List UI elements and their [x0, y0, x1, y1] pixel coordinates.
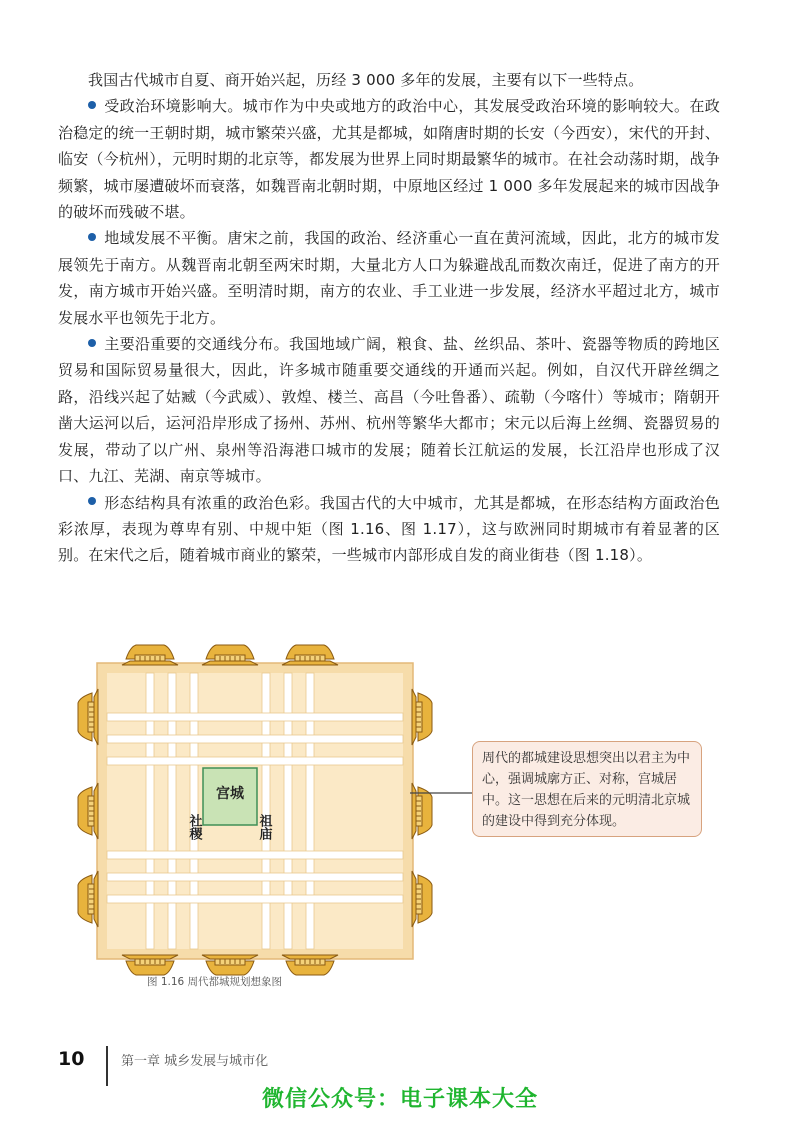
bullet-icon [88, 233, 96, 241]
figure-callout: 周代的都城建设思想突出以君主为中心，强调城廓方正、对称，宫城居中。这一思想在后来的元明清北京城的建设中得到充分体现。 [472, 741, 702, 837]
bullet-icon [88, 339, 96, 347]
chapter-title: 第一章 城乡发展与城市化 [121, 1054, 269, 1069]
paragraph-political: 受政治环境影响大。城市作为中央或地方的政治中心，其发展受政治环境的影响较大。在政治稳定的统一王朝时期，城市繁荣兴盛，尤其是都城，如隋唐时期的长安（今西安），宋代的开封、临安（今杭州），元明时期的北京等，都发展为世界上同时期最繁华的城市。在社会动荡时期，战争频繁，城市屡遭破坏而衰落，如魏晋南北朝时期，中原地区经过 1 000 多年发展起来的城市因战争的破坏而残破不堪。 [58, 97, 720, 222]
paragraph-structure: 形态结构具有浓重的政治色彩。我国古代的大中城市，尤其是都城，在形态结构方面政治色彩浓厚，表现为尊卑有别、中规中矩（图 1.16、图 1.17），这与欧洲同时期城市有着显著的区别。在宋代之后，随着城市商业的繁荣，一些城市内部形成自发的商业街巷（图 1.18）。 [58, 493, 720, 565]
page-number: 10 [58, 1048, 85, 1070]
footer-divider [106, 1046, 108, 1086]
bullet-icon [88, 101, 96, 109]
gate-eave [202, 661, 258, 665]
city-gate [282, 645, 338, 665]
city-gate [78, 783, 98, 839]
gate-eave [412, 783, 416, 839]
road-horizontal [107, 757, 403, 765]
city-gate [412, 871, 432, 927]
gate-eave [122, 955, 178, 959]
gate-eave [202, 955, 258, 959]
palace-label: 宫城 [216, 786, 244, 802]
altar-label: 社稷 [186, 814, 202, 840]
gate-eave [94, 783, 98, 839]
city-gate [202, 645, 258, 665]
city-gate [412, 783, 432, 839]
road-horizontal [107, 851, 403, 859]
road-horizontal [107, 713, 403, 721]
paragraph-regional: 地域发展不平衡。唐宋之前，我国的政治、经济重心一直在黄河流域，因此，北方的城市发展领先于南方。从魏晋南北朝至两宋时期，大量北方人口为躲避战乱而数次南迁，促进了南方的开发，南方城市开始兴盛。至明清时期，南方的农业、手工业进一步发展，经济水平超过北方，城市发展水平也领先于北方。 [58, 229, 720, 327]
road-horizontal [107, 873, 403, 881]
body-text [58, 67, 720, 569]
city-gate [412, 689, 432, 745]
road-horizontal [107, 735, 403, 743]
temple-label: 祖庙 [256, 814, 272, 840]
paragraph-intro: 我国古代城市自夏、商开始兴起，历经 3 000 多年的发展，主要有以下一些特点。 [88, 71, 644, 89]
city-gate [122, 645, 178, 665]
gate-eave [122, 661, 178, 665]
city-gate [122, 955, 178, 975]
gate-eave [412, 689, 416, 745]
road-horizontal [107, 895, 403, 903]
city-gate [78, 689, 98, 745]
city-gate [78, 871, 98, 927]
bullet-icon [88, 497, 96, 505]
paragraph-transport: 主要沿重要的交通线分布。我国地域广阔，粮食、盐、丝织品、茶叶、瓷器等物质的跨地区贸易和国际贸易量很大，因此，许多城市随重要交通线的开通而兴起。例如，自汉代开辟丝绸之路，沿线兴起了姑臧（今武威）、敦煌、楼兰、高昌（今吐鲁番）、疏勒（今喀什）等城市；隋朝开凿大运河以后，运河沿岸形成了扬州、苏州、杭州等繁华大都市；宋元以后海上丝绸、瓷器贸易的发展，带动了以广州、泉州等沿海港口城市的发展；随着长江航运的发展，长江沿岸也形成了汉口、九江、芜湖、南京等城市。 [58, 335, 720, 486]
figure-caption: 图 1.16 周代都城规划想象图 [147, 976, 283, 988]
gate-eave [412, 871, 416, 927]
watermark: 微信公众号：电子课本大全 [261, 1087, 538, 1112]
city-gate [202, 955, 258, 975]
gate-eave [282, 955, 338, 959]
city-gate [282, 955, 338, 975]
gate-eave [282, 661, 338, 665]
gate-eave [94, 871, 98, 927]
gate-eave [94, 689, 98, 745]
